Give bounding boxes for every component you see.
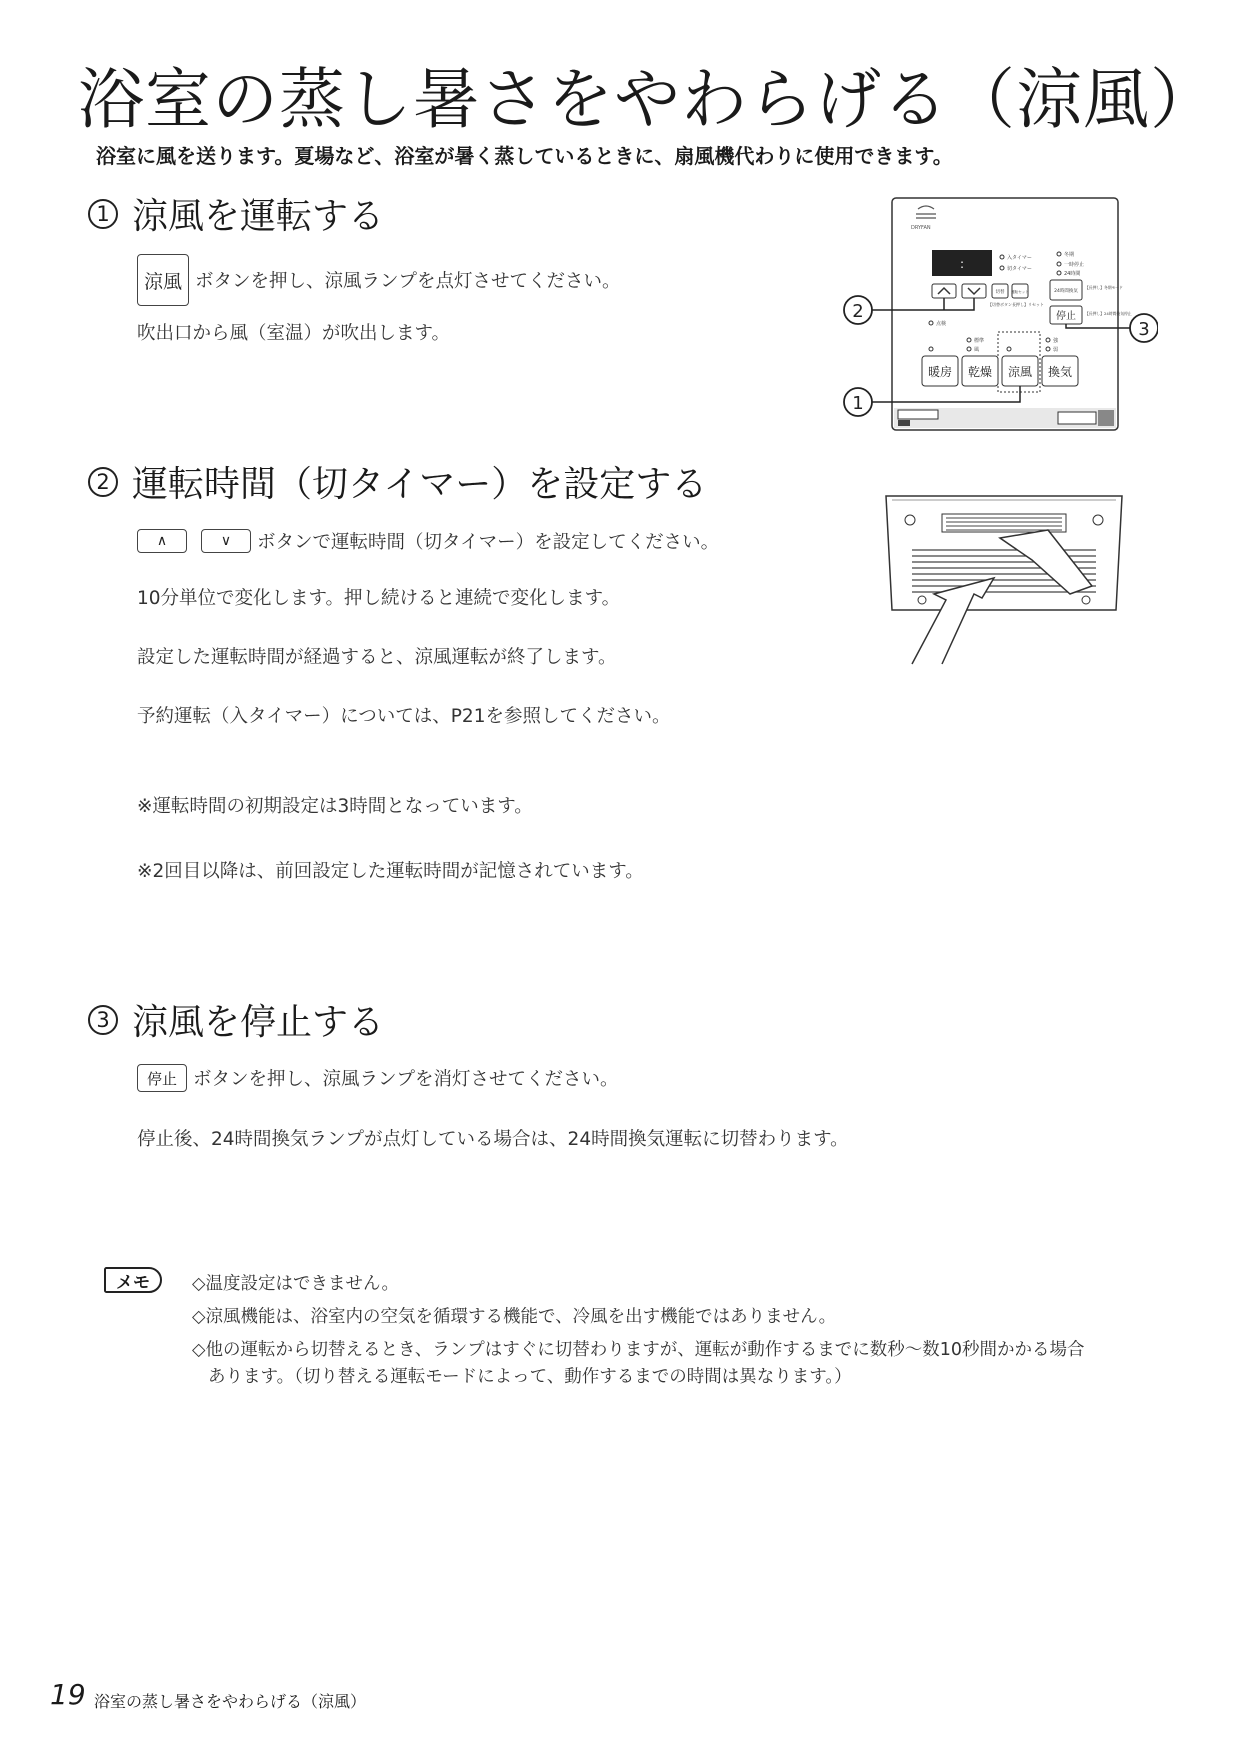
svg-text:一時停止: 一時停止 <box>1064 262 1085 268</box>
step3-line2: 停止後、24時間換気ランプが点灯している場合は、24時間換気運転に切替わります。 <box>137 1129 849 1150</box>
memo-item-3: ◇他の運転から切替えるとき、ランプはすぐに切替わりますが、運転が動作するまでに数秒～数10秒間かかる場合 <box>192 1340 1085 1360</box>
step2-line1-text: ボタンで運転時間（切タイマー）を設定してください。 <box>257 532 720 553</box>
svg-text:24時間換気: 24時間換気 <box>1054 289 1078 294</box>
svg-text:停止: 停止 <box>1056 311 1076 322</box>
svg-text:暖房: 暖房 <box>927 365 953 379</box>
step2-line1 <box>137 528 719 554</box>
svg-text:24時間: 24時間 <box>1064 271 1081 277</box>
svg-text:【切替ボタン長押し】リセット: 【切替ボタン長押し】リセット <box>988 302 1044 307</box>
step2-line4: 予約運転（入タイマー）については、P21を参照してください。 <box>137 706 671 727</box>
step1-line1 <box>137 254 621 306</box>
step1-heading <box>88 188 384 239</box>
page-number: 19 <box>50 1678 86 1711</box>
svg-text::: : <box>959 257 965 271</box>
remote-control-svg <box>838 196 1158 436</box>
memo-item-1: ◇温度設定はできません。 <box>192 1274 400 1294</box>
svg-text:涼風: 涼風 <box>1007 365 1033 379</box>
step3-line1-text: ボタンを押し、涼風ランプを消灯させてください。 <box>193 1069 619 1090</box>
remote-logo: DRYFAN <box>911 225 931 231</box>
step2-line2: 10分単位で変化します。押し続けると連続で変化します。 <box>137 588 621 609</box>
step1-line2: 吹出口から風（室温）が吹出します。 <box>137 323 451 344</box>
svg-text:【長押し】冬期モード: 【長押し】冬期モード <box>1085 285 1123 290</box>
svg-text:入タイマー: 入タイマー <box>1007 255 1032 261</box>
cool-key-icon: 涼風 <box>137 254 189 306</box>
step2-number: 2 <box>88 467 118 497</box>
remote-control-illustration <box>838 196 1158 436</box>
memo-item-2: ◇涼風機能は、浴室内の空気を循環する機能で、冷風を出す機能ではありません。 <box>192 1307 837 1327</box>
svg-text:強: 強 <box>1053 338 1059 344</box>
up-key-icon: ∧ <box>137 529 187 553</box>
memo-block <box>104 1267 162 1293</box>
svg-text:標準: 標準 <box>974 338 985 344</box>
svg-text:切タイマー: 切タイマー <box>1007 266 1032 272</box>
step2-heading-text: 運転時間（切タイマー）を設定する <box>132 464 708 505</box>
step3-line1 <box>137 1064 619 1092</box>
svg-text:点検: 点検 <box>936 321 947 327</box>
step2-line3: 設定した運転時間が経過すると、涼風運転が終了します。 <box>137 647 617 668</box>
svg-text:切替: 切替 <box>995 290 1005 295</box>
step1-line1-text: ボタンを押し、涼風ランプを点灯させてください。 <box>195 271 621 292</box>
step1-number: 1 <box>88 199 118 229</box>
page-title: 浴室の蒸し暑さをやわらげる（涼風） <box>78 61 1217 138</box>
svg-text:運転セット: 運転セット <box>1011 290 1029 294</box>
ceiling-unit-illustration <box>878 490 1130 666</box>
step3-heading-text: 涼風を停止する <box>132 1002 385 1043</box>
stop-key-icon: 停止 <box>137 1064 187 1092</box>
footer-title: 浴室の蒸し暑さをやわらげる（涼風） <box>94 1692 367 1711</box>
step2-note1: ※運転時間の初期設定は3時間となっています。 <box>137 796 533 817</box>
step2-heading <box>88 456 707 507</box>
step2-note2: ※2回目以降は、前回設定した運転時間が記憶されています。 <box>137 861 644 882</box>
svg-text:【長押し】24時間換気停止: 【長押し】24時間換気停止 <box>1085 311 1132 316</box>
svg-text:3: 3 <box>1138 319 1150 340</box>
svg-text:風: 風 <box>974 347 980 353</box>
svg-text:冬期: 冬期 <box>1064 252 1075 258</box>
ceiling-unit-svg <box>878 490 1130 666</box>
memo-tag: メモ <box>104 1267 162 1293</box>
svg-text:1: 1 <box>852 393 864 414</box>
memo-item-3-cont: あります。（切り替える運転モードによって、動作するまでの時間は異なります。） <box>208 1367 852 1387</box>
svg-text:換気: 換気 <box>1047 365 1073 379</box>
down-key-icon: ∨ <box>201 529 251 553</box>
step1-heading-text: 涼風を運転する <box>132 196 385 237</box>
svg-text:乾燥: 乾燥 <box>967 365 993 379</box>
svg-text:弱: 弱 <box>1053 347 1059 353</box>
svg-text:2: 2 <box>852 301 864 322</box>
page-subtitle: 浴室に風を送ります。夏場など、浴室が暑く蒸しているときに、扇風機代わりに使用できます。 <box>96 144 953 168</box>
step3-number: 3 <box>88 1005 118 1035</box>
step3-heading <box>88 994 384 1045</box>
